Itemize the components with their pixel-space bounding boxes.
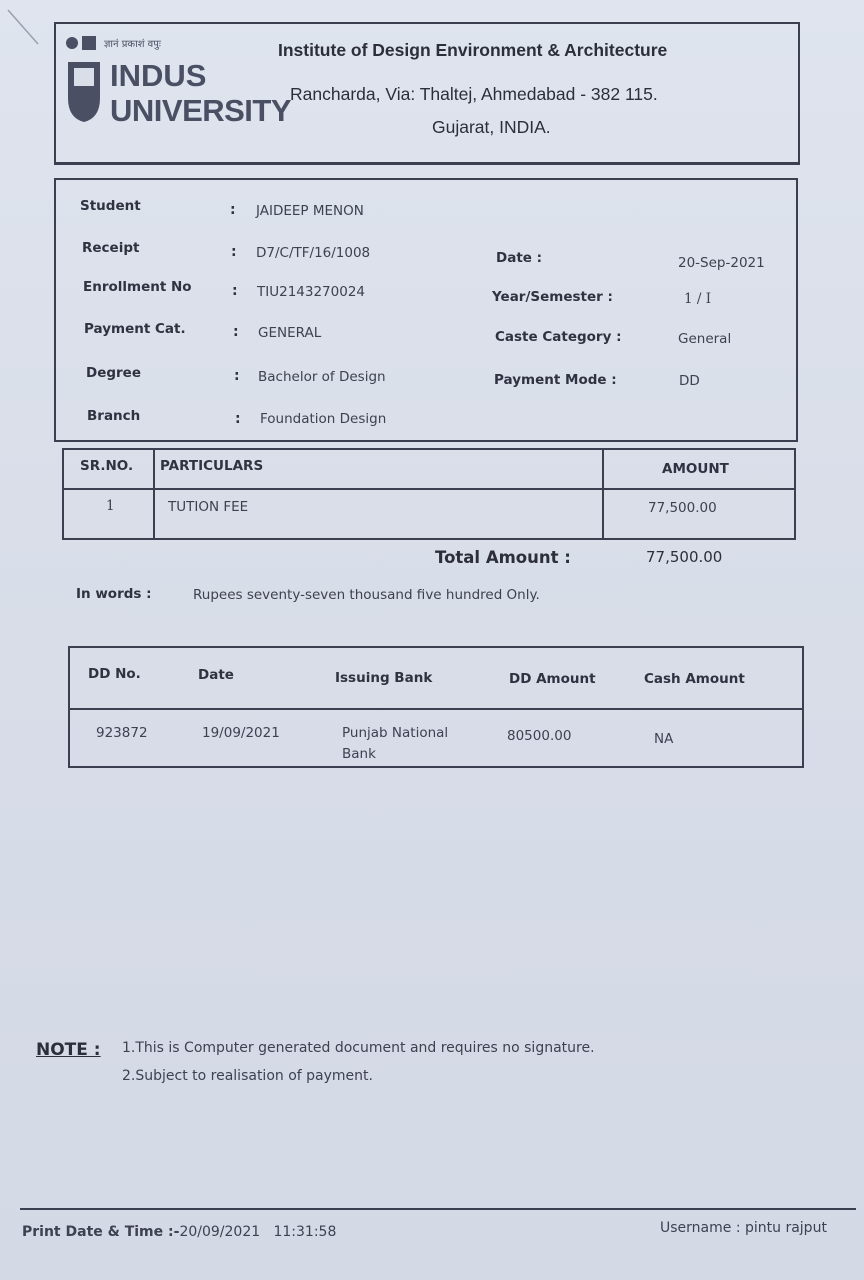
- caste-category-label: Caste Category :: [495, 329, 622, 345]
- dd-details-table: [68, 646, 804, 768]
- year-semester-label: Year/Semester :: [492, 289, 613, 305]
- row-sr-no: 1: [106, 498, 115, 514]
- receipt-value: D7/C/TF/16/1008: [256, 245, 371, 261]
- colon: :: [235, 411, 241, 427]
- colon: :: [233, 324, 239, 340]
- row-dd-amount: 80500.00: [507, 728, 572, 744]
- row-amount: 77,500.00: [648, 500, 717, 516]
- logo-motto: ज्ञानं प्रकाशं वपुः: [104, 39, 161, 50]
- degree-value: Bachelor of Design: [258, 369, 386, 385]
- print-date-value: 20/09/2021 11:31:58: [179, 1224, 337, 1240]
- student-label: Student: [80, 198, 141, 214]
- row-issuing-bank-line2: Bank: [342, 746, 376, 762]
- logo-dot-icon: [66, 37, 78, 49]
- student-value: JAIDEEP MENON: [256, 203, 364, 219]
- total-amount-label: Total Amount :: [435, 548, 571, 567]
- payment-cat-value: GENERAL: [258, 325, 322, 341]
- footer-divider: [20, 1208, 856, 1210]
- payment-mode-label: Payment Mode :: [494, 372, 617, 388]
- colon: :: [230, 202, 236, 218]
- institute-name: Institute of Design Environment & Architecture: [278, 40, 668, 60]
- note-label: NOTE :: [36, 1040, 101, 1060]
- username-label: Username :: [660, 1220, 741, 1236]
- branch-value: Foundation Design: [260, 411, 387, 427]
- table-divider: [153, 450, 155, 538]
- student-info-box: [54, 178, 798, 442]
- note-line-1: 1.This is Computer generated document and requires no signature.: [122, 1040, 595, 1056]
- payment-mode-value: DD: [679, 373, 700, 389]
- row-issuing-bank-line1: Punjab National: [342, 725, 449, 741]
- colon: :: [232, 283, 238, 299]
- username: [660, 1220, 827, 1236]
- header-dd-amount: DD Amount: [509, 671, 596, 687]
- header-dd-date: Date: [198, 667, 234, 683]
- shield-icon: [66, 60, 102, 124]
- header-particulars: PARTICULARS: [160, 458, 264, 474]
- institute-address-line1: Rancharda, Via: Thaltej, Ahmedabad - 382 115.: [290, 84, 658, 104]
- logo-square-icon: [82, 36, 96, 50]
- colon: :: [231, 244, 237, 260]
- enrollment-label: Enrollment No: [83, 279, 192, 295]
- date-value: 20-Sep-2021: [678, 255, 765, 271]
- year-semester-value: 1 / I: [684, 291, 712, 307]
- header-sr-no: SR.NO.: [80, 458, 134, 474]
- header-amount: AMOUNT: [662, 461, 729, 477]
- institute-address-line2: Gujarat, INDIA.: [432, 117, 551, 137]
- logo-text-indus: INDUS: [110, 58, 207, 93]
- logo-emblem: [66, 32, 161, 54]
- payment-cat-label: Payment Cat.: [84, 321, 186, 337]
- logo-text-university: UNIVERSITY: [110, 93, 292, 128]
- caste-category-value: General: [678, 331, 732, 347]
- row-dd-no: 923872: [96, 725, 148, 741]
- degree-label: Degree: [86, 365, 141, 381]
- receipt-label: Receipt: [82, 240, 140, 256]
- total-amount-value: 77,500.00: [646, 548, 723, 566]
- note-line-2: 2.Subject to realisation of payment.: [122, 1068, 373, 1084]
- enrollment-value: TIU2143270024: [257, 284, 365, 300]
- print-date-time: [22, 1224, 336, 1240]
- date-label: Date :: [496, 250, 543, 266]
- username-value: pintu rajput: [745, 1220, 827, 1236]
- header-cash-amount: Cash Amount: [644, 671, 745, 687]
- in-words-value: Rupees seventy-seven thousand five hundred Only.: [193, 587, 540, 603]
- university-logo: [66, 32, 292, 132]
- table-divider: [64, 488, 794, 490]
- header-dd-no: DD No.: [88, 666, 141, 682]
- print-date-label: Print Date & Time :-: [22, 1224, 180, 1240]
- table-divider: [70, 708, 802, 710]
- in-words-label: In words :: [76, 586, 152, 602]
- branch-label: Branch: [87, 408, 141, 424]
- row-cash-amount: NA: [654, 731, 674, 747]
- row-dd-date: 19/09/2021: [202, 725, 280, 741]
- fold-mark-icon: [4, 6, 40, 46]
- colon: :: [234, 368, 240, 384]
- header-issuing-bank: Issuing Bank: [335, 670, 433, 686]
- table-divider: [602, 450, 604, 538]
- row-particulars: TUTION FEE: [168, 499, 249, 515]
